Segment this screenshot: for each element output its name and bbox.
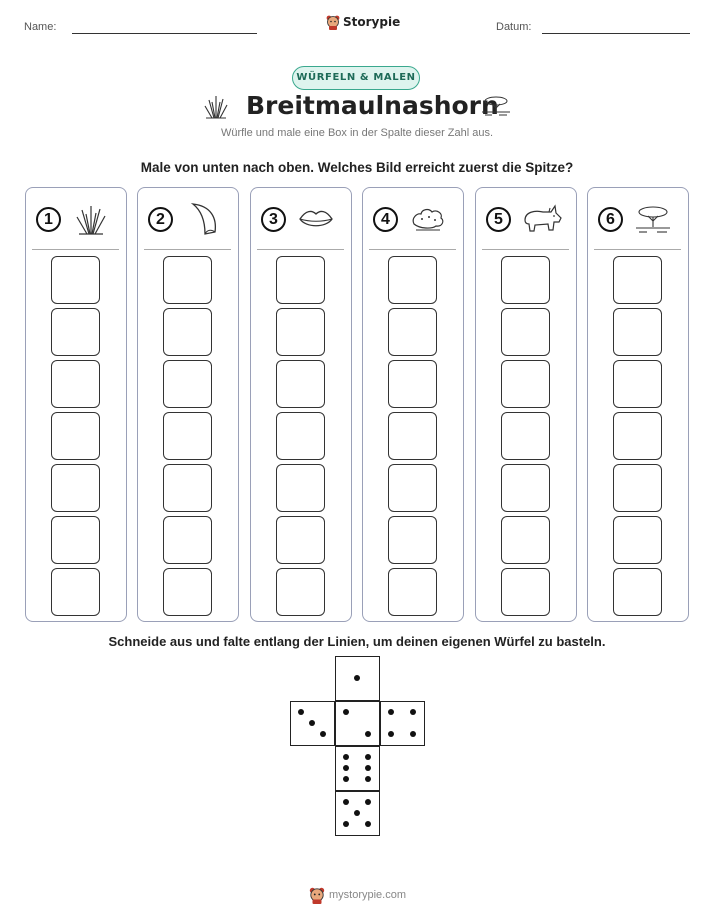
color-box[interactable] [51, 308, 100, 356]
box-stack [388, 256, 437, 620]
color-box[interactable] [276, 256, 325, 304]
color-box[interactable] [51, 516, 100, 564]
color-box[interactable] [388, 516, 437, 564]
color-box[interactable] [501, 256, 550, 304]
brand-logo [326, 14, 400, 30]
color-box[interactable] [613, 464, 662, 512]
die-pip [309, 720, 315, 726]
savanna-tree-icon [480, 95, 512, 117]
horn-icon [183, 200, 223, 238]
color-box[interactable] [51, 464, 100, 512]
footer-url[interactable]: mystorypie.com [329, 889, 407, 901]
name-line[interactable] [72, 33, 257, 34]
die-pip [343, 799, 349, 805]
column-1 [25, 187, 127, 622]
box-stack [51, 256, 100, 620]
die-pip [365, 731, 371, 737]
color-box[interactable] [501, 516, 550, 564]
column-divider [482, 249, 569, 250]
color-box[interactable] [613, 256, 662, 304]
instruction-text: Male von unten nach oben. Welches Bild erreicht zuerst die Spitze? [140, 160, 574, 175]
storypie-bear-icon [326, 14, 340, 30]
box-stack [163, 256, 212, 620]
color-box[interactable] [501, 360, 550, 408]
color-box[interactable] [388, 464, 437, 512]
die-face-five [335, 791, 380, 836]
die-face-two [335, 701, 380, 746]
date-line[interactable] [542, 33, 690, 34]
color-box[interactable] [276, 308, 325, 356]
die-pip [365, 776, 371, 782]
die-pip [388, 731, 394, 737]
column-number: 2 [148, 207, 173, 232]
color-box[interactable] [163, 568, 212, 616]
grass-icon [71, 200, 111, 238]
die-pip [365, 821, 371, 827]
color-box[interactable] [388, 256, 437, 304]
cut-instruction: Schneide aus und falte entlang der Linien, um deinen eigenen Würfel zu basteln. [108, 634, 606, 649]
die-pip [320, 731, 326, 737]
color-box[interactable] [613, 308, 662, 356]
column-number: 4 [373, 207, 398, 232]
color-box[interactable] [388, 308, 437, 356]
color-box[interactable] [388, 568, 437, 616]
die-pip [343, 765, 349, 771]
color-box[interactable] [613, 516, 662, 564]
die-pip [365, 754, 371, 760]
die-pip [410, 731, 416, 737]
footer [309, 886, 406, 904]
color-box[interactable] [501, 308, 550, 356]
die-pip [365, 765, 371, 771]
color-box[interactable] [51, 360, 100, 408]
date-label: Datum: [496, 21, 532, 33]
column-number: 6 [598, 207, 623, 232]
die-face-four [380, 701, 425, 746]
activity-badge: WÜRFELN & MALEN [292, 66, 420, 90]
column-6 [587, 187, 689, 622]
mud-icon [408, 200, 448, 238]
column-divider [369, 249, 456, 250]
color-box[interactable] [388, 360, 437, 408]
storypie-bear-icon [309, 886, 325, 904]
column-2 [137, 187, 239, 622]
die-pip [354, 810, 360, 816]
die-pip [343, 709, 349, 715]
box-stack [276, 256, 325, 620]
brand-name: Storypie [343, 15, 401, 29]
lips-icon [296, 200, 336, 238]
color-box[interactable] [501, 568, 550, 616]
column-number: 3 [261, 207, 286, 232]
column-4 [362, 187, 464, 622]
die-face-three [290, 701, 335, 746]
die-pip [354, 675, 360, 681]
die-pip [365, 799, 371, 805]
die-pip [343, 776, 349, 782]
color-box[interactable] [276, 360, 325, 408]
savanna-tree-icon [633, 200, 673, 238]
column-5 [475, 187, 577, 622]
color-box[interactable] [613, 360, 662, 408]
column-divider [144, 249, 231, 250]
color-box[interactable] [163, 308, 212, 356]
die-pip [343, 754, 349, 760]
die-face-one [335, 656, 380, 701]
die-pip [410, 709, 416, 715]
rhino-icon [521, 200, 563, 238]
column-3 [250, 187, 352, 622]
column-divider [594, 249, 681, 250]
color-box[interactable] [501, 412, 550, 460]
box-stack [501, 256, 550, 620]
column-number: 5 [486, 207, 511, 232]
box-stack [613, 256, 662, 620]
color-box[interactable] [163, 516, 212, 564]
page-title: Breitmaulnashorn [246, 91, 499, 120]
color-box[interactable] [276, 516, 325, 564]
column-divider [257, 249, 344, 250]
color-box[interactable] [163, 360, 212, 408]
die-pip [388, 709, 394, 715]
color-box[interactable] [276, 464, 325, 512]
color-box[interactable] [51, 256, 100, 304]
die-pip [298, 709, 304, 715]
color-box[interactable] [276, 412, 325, 460]
color-box[interactable] [51, 568, 100, 616]
name-label: Name: [24, 21, 57, 33]
die-pip [343, 821, 349, 827]
column-number: 1 [36, 207, 61, 232]
color-box[interactable] [613, 568, 662, 616]
color-box[interactable] [163, 412, 212, 460]
color-box[interactable] [163, 256, 212, 304]
column-divider [32, 249, 119, 250]
color-box[interactable] [613, 412, 662, 460]
color-box[interactable] [163, 464, 212, 512]
die-face-six [335, 746, 380, 791]
color-box[interactable] [51, 412, 100, 460]
grass-icon [203, 92, 229, 120]
color-box[interactable] [501, 464, 550, 512]
color-box[interactable] [388, 412, 437, 460]
page-subtitle: Würfle und male eine Box in der Spalte dieser Zahl aus. [220, 127, 494, 139]
color-box[interactable] [276, 568, 325, 616]
